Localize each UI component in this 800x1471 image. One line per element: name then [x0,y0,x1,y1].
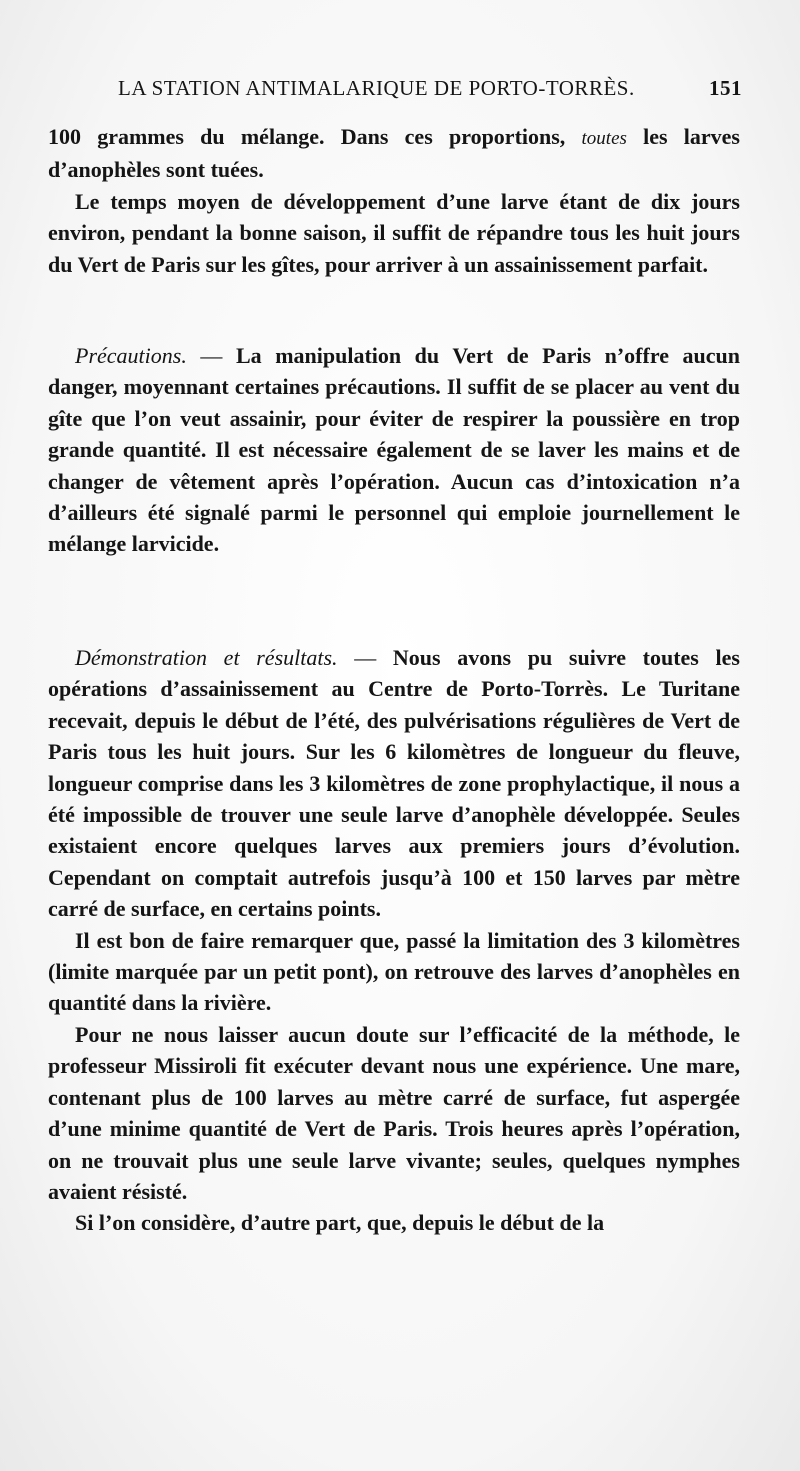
running-title: LA STATION ANTIMALARIQUE DE PORTO-TORRÈS. [118,76,635,100]
paragraph-precautions [48,340,740,560]
page-number: 151 [709,76,742,100]
paragraph-text: Nous avons pu suivre toutes les opérations d’assainissement au Centre de Porto-Torrès. Le Turitane recevait, depuis le début de l’été, des pulvérisations régulières de Vert de Paris tous les huit jours. Sur les 6 kilomètres de longueur du fleuve, longueur comprise dans les 3 kilomètres de zone prophylactique, il nous a été impossible de trouver une seule larve d’anophèle développée. Seules existaient encore quelques larves aux premiers jours d’évolution. Cependant on comptait autrefois jusqu’à 100 et 150 larves par mètre carré de surface, en certains points. [48,645,740,922]
paragraph-text: 100 grammes du mélange. Dans ces proportions, [48,124,582,149]
paragraph-consideration: Si l’on considère, d’autre part, que, depuis le début de la [75,1210,605,1236]
paragraph-text: La manipulation du Vert de Paris n’offre aucun danger, moyennant certaines précautions. Il suffit de se placer au vent du gîte que l’on veut assainir, pour éviter de respirer la poussière en trop grande quantité. Il est nécessaire également de se laver les mains et de changer de vêtement après l’opération. Aucun cas d’intoxication n’a d’ailleurs été signalé parmi le personnel qui emploie journellement le mélange larvicide. [48,343,740,557]
paragraph-continued [48,121,740,186]
text-block-top [48,121,740,280]
running-header [118,76,742,104]
paragraph-development: Le temps moyen de développement d’une larve étant de dix jours environ, pendant la bonne saison, il suffit de répandre tous les huit jours du Vert de Paris sur les gîtes, pour arriver à un assainissement parfait. [48,188,740,277]
paragraph-text: les larves d’anophèles sont tuées. [48,124,740,183]
section-heading-precautions: Précautions. [75,343,187,368]
paragraph-demonstration [48,642,740,925]
emphasized-word: toutes [581,128,627,149]
section-heading-demonstration: Démonstration et résultats. [75,645,338,670]
paragraph-limitation: Il est bon de faire remarquer que, passé la limitation des 3 kilomètres (limite marquée par un petit pont), on retrouve des larves d’anophèles en quantité dans la rivière. [48,927,740,1016]
section-precautions [48,340,740,560]
heading-dash: — [186,343,236,368]
paragraph-experiment: Pour ne nous laisser aucun doute sur l’efficacité de la méthode, le professeur Missiroli fit exécuter devant nous une expérience. Une mare, contenant plus de 100 larves au mètre carré de surface, fut aspergée d’une minime quantité de Vert de Paris. Trois heures après l’opération, on ne trouvait plus une seule larve vivante; seules, quelques nymphes avaient résisté. [48,1021,740,1204]
heading-dash: — [337,645,393,670]
section-demonstration [48,642,740,1239]
